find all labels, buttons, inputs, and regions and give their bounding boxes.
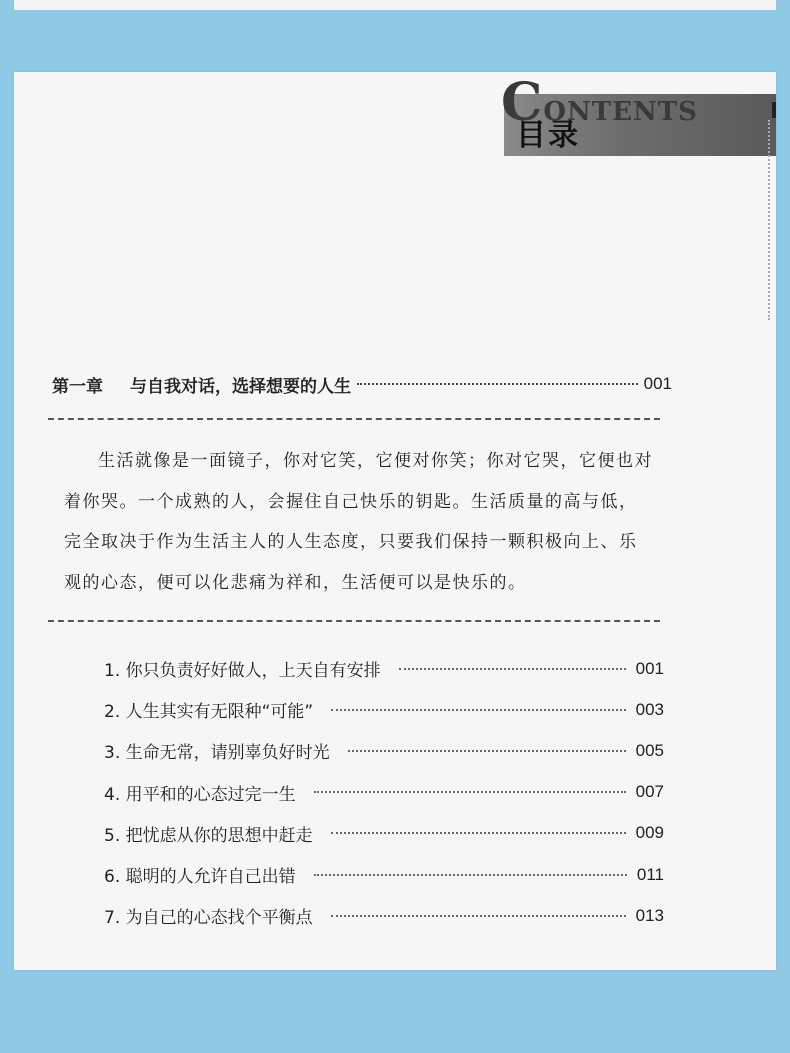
- dot-leader: [331, 832, 626, 834]
- previous-page-strip: [14, 0, 776, 10]
- toc-entry-title: 5. 把忧虑从你的思想中赶走: [104, 825, 313, 846]
- chapter-intro: 生活就像是一面镜子，你对它笑，它便对你笑；你对它哭，它便也对着你哭。一个成熟的人，会握住自己快乐的钥匙。生活质量的高与低，完全取决于作为生活主人的人生态度，只要我们保持一颗积极向上、乐观的心态，便可以化悲痛为祥和，生活便可以是快乐的。: [64, 451, 653, 593]
- toc-entry: [104, 648, 664, 689]
- toc-entry-title: 4. 用平和的心态过完一生: [104, 784, 296, 805]
- toc-entry-title: 1. 你只负责好好做人，上天自有安排: [104, 661, 381, 682]
- dot-leader: [331, 915, 626, 917]
- toc-entry: [104, 730, 664, 771]
- toc-entry: [104, 689, 664, 730]
- toc-entry-page: 009: [635, 823, 664, 843]
- toc-entry-title: 6. 聪明的人允许自己出错: [104, 867, 296, 888]
- toc-entry-page: 013: [635, 905, 664, 925]
- contents-rest: ONTENTS: [543, 97, 698, 127]
- book-page: [14, 72, 776, 970]
- dot-leader: [357, 383, 638, 385]
- dot-leader: [331, 709, 625, 711]
- toc-entry-page: 003: [635, 699, 664, 719]
- banner-edge-mark: [772, 102, 776, 118]
- toc-entry: [104, 813, 664, 854]
- contents-initial: C: [501, 72, 544, 133]
- toc-entry-title: 2. 人生其实有无限种“可能”: [104, 702, 314, 723]
- toc-entry-page: 011: [636, 864, 664, 884]
- toc-entry-page: 001: [635, 658, 664, 678]
- section-list: [104, 648, 664, 936]
- chapter-page-number: 001: [643, 374, 672, 393]
- toc-entry: [104, 895, 664, 936]
- dot-leader: [314, 874, 627, 876]
- chapter-title: 与自我对话，选择想要的人生: [130, 376, 351, 397]
- binding-stitch: [768, 120, 772, 320]
- chapter-heading: [52, 370, 672, 398]
- dot-leader: [314, 791, 626, 793]
- divider-bottom: [48, 620, 660, 622]
- dot-leader: [348, 750, 626, 752]
- page-title: 目录: [516, 118, 580, 153]
- toc-entry-page: 007: [635, 782, 664, 802]
- toc-entry-title: 3. 生命无常，请别辜负好时光: [104, 743, 330, 764]
- toc-entry-title: 7. 为自己的心态找个平衡点: [104, 908, 313, 929]
- toc-entry: [104, 772, 664, 813]
- chapter-number: 第一章: [52, 376, 103, 397]
- dot-leader: [399, 668, 626, 670]
- toc-entry: [104, 854, 664, 895]
- divider-top: [48, 418, 660, 420]
- toc-entry-page: 005: [635, 740, 664, 760]
